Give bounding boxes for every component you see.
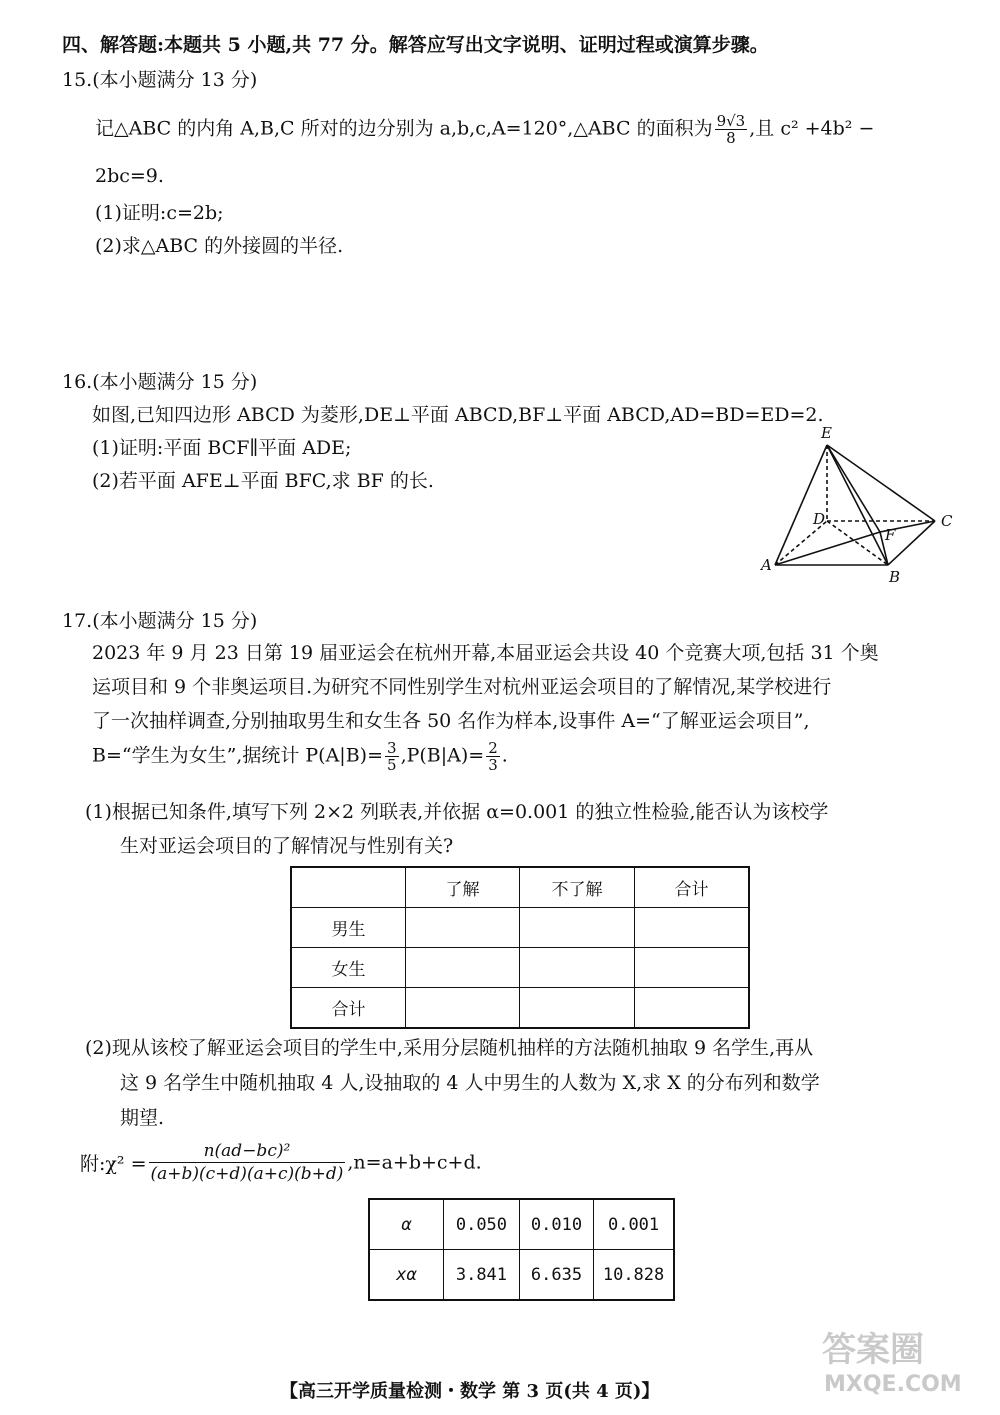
- row-label: 男生: [291, 908, 406, 948]
- page-footer: 【高三开学质量检测・数学 第 3 页(共 4 页)】: [280, 1381, 660, 1402]
- contingency-table: [290, 866, 750, 1029]
- edge-EC: [827, 445, 935, 521]
- table-cell: [634, 988, 749, 1029]
- q17-stem-line4: [92, 740, 508, 773]
- q15-part1: (1)证明:c=2b;: [95, 202, 224, 224]
- table-row: [291, 988, 749, 1029]
- table-cell: [406, 908, 520, 948]
- table-row: [369, 1250, 674, 1301]
- q17-part2-line3: 期望.: [120, 1107, 165, 1129]
- watermark-logo: 答案圈: [822, 1330, 924, 1370]
- table-header: 了解: [406, 867, 520, 908]
- q15-stem-line2: 2bc=9.: [95, 165, 164, 187]
- table-cell: 0.050: [443, 1199, 519, 1250]
- table-cell: 6.635: [519, 1250, 593, 1301]
- section-title: 四、解答题:本题共 5 小题,共 77 分。解答应写出文字说明、证明过程或演算步骤。: [62, 34, 769, 56]
- q15-area-fraction: [715, 113, 748, 146]
- edge-AF: [775, 532, 880, 565]
- q17-part1-line1: (1)根据已知条件,填写下列 2×2 列联表,并依据 α=0.001 的独立性检验,能否认为该校学: [85, 801, 829, 823]
- row-label: 女生: [291, 948, 406, 988]
- table-header: 合计: [634, 867, 749, 908]
- table-cell: [406, 988, 520, 1029]
- q17-part2-line2: 这 9 名学生中随机抽取 4 人,设抽取的 4 人中男生的人数为 X,求 X 的分布列和数学: [120, 1072, 820, 1094]
- table-row: [291, 948, 749, 988]
- table-cell: 10.828: [594, 1250, 674, 1301]
- q15-area-denominator: 8: [726, 129, 736, 147]
- table-row: [291, 867, 749, 908]
- critical-value-table: [368, 1198, 675, 1301]
- table-row: [291, 908, 749, 948]
- appendix-label: 附:χ² =: [80, 1153, 147, 1175]
- q16-stem: 如图,已知四边形 ABCD 为菱形,DE⊥平面 ABCD,BF⊥平面 ABCD,AD=BD=ED=2.: [92, 404, 824, 426]
- label-B: B: [889, 568, 901, 585]
- q15-part2: (2)求△ABC 的外接圆的半径.: [95, 235, 344, 257]
- q15-stem-line1: [95, 113, 874, 146]
- edge-EB: [827, 445, 888, 565]
- q15-stem-text1: 记△ABC 的内角 A,B,C 所对的边分别为 a,b,c,A=120°,△ABC 的面积为: [95, 117, 713, 140]
- edge-EF: [827, 445, 880, 532]
- q17-stem4a: B=“学生为女生”,据统计 P(A|B)=: [92, 744, 384, 767]
- table-cell: [634, 908, 749, 948]
- table-cell: 0.010: [519, 1199, 593, 1250]
- appendix-tail: ,n=a+b+c+d.: [347, 1151, 482, 1174]
- q15-score: (本小题满分 13 分): [92, 69, 258, 91]
- label-A: A: [761, 556, 772, 574]
- q17-p1-numerator: 3: [387, 739, 397, 757]
- q17-stem-line2: 运项目和 9 个非奥运项目.为研究不同性别学生对杭州亚运会项目的了解情况,某学校进行: [92, 676, 832, 698]
- q17-stem4c: .: [501, 744, 508, 767]
- table-cell: [291, 867, 406, 908]
- label-D: D: [813, 510, 826, 528]
- q15-area-numerator: 9√3: [716, 112, 746, 130]
- q15-number: 15.: [62, 69, 93, 91]
- q15-header: [62, 65, 257, 92]
- table-cell: [520, 948, 635, 988]
- q17-score: (本小题满分 15 分): [92, 610, 258, 632]
- label-E: E: [821, 424, 832, 442]
- q17-p2-denominator: 3: [488, 756, 498, 774]
- q17-part1-line2: 生对亚运会项目的了解情况与性别有关?: [120, 835, 454, 857]
- chi-square-denominator: (a+b)(c+d)(a+c)(b+d): [150, 1164, 344, 1184]
- table-row: [369, 1199, 674, 1250]
- q16-part2: (2)若平面 AFE⊥平面 BFC,求 BF 的长.: [92, 470, 434, 492]
- edge-DB: [827, 521, 888, 565]
- q16-number: 16.: [62, 371, 93, 393]
- q17-stem4b: ,P(B|A)=: [400, 744, 485, 767]
- row-label: 合计: [291, 988, 406, 1029]
- chi-square-numerator: n(ad−bc)²: [149, 1140, 346, 1163]
- table-header: 不了解: [520, 867, 635, 908]
- q16-part1: (1)证明:平面 BCF∥平面 ADE;: [92, 437, 352, 459]
- q17-stem-line3: 了一次抽样调查,分别抽取男生和女生各 50 名作为样本,设事件 A=“了解亚运会项目”,: [92, 710, 810, 732]
- row-label: xα: [369, 1250, 443, 1301]
- chi-square-fraction: [149, 1140, 346, 1185]
- q17-part2-line1: (2)现从该校了解亚运会项目的学生中,采用分层随机抽样的方法随机抽取 9 名学生,再从: [85, 1037, 814, 1059]
- label-C: C: [941, 512, 953, 530]
- row-label: α: [369, 1199, 443, 1250]
- table-cell: 3.841: [443, 1250, 519, 1301]
- q17-stem-line1: 2023 年 9 月 23 日第 19 届亚运会在杭州开幕,本届亚运会共设 40 个竞赛大项,包括 31 个奥: [92, 642, 879, 664]
- q17-header: [62, 606, 257, 633]
- table-cell: [634, 948, 749, 988]
- appendix-formula: [80, 1140, 482, 1185]
- edge-AE: [775, 445, 827, 565]
- table-cell: [406, 948, 520, 988]
- q17-p2-fraction: [486, 740, 500, 773]
- table-cell: 0.001: [594, 1199, 674, 1250]
- q17-p1-denominator: 5: [387, 756, 397, 774]
- watermark-url: MXQE.COM: [824, 1372, 962, 1397]
- table-cell: [520, 988, 635, 1029]
- q16-solid-figure: [755, 420, 965, 585]
- q17-p2-numerator: 2: [488, 739, 498, 757]
- table-cell: [520, 908, 635, 948]
- q16-header: [62, 367, 257, 394]
- q17-p1-fraction: [385, 740, 399, 773]
- q17-number: 17.: [62, 610, 93, 632]
- q15-stem-text2: ,且 c² +4b² −: [749, 117, 875, 140]
- label-F: F: [885, 526, 896, 544]
- q16-score: (本小题满分 15 分): [92, 371, 258, 393]
